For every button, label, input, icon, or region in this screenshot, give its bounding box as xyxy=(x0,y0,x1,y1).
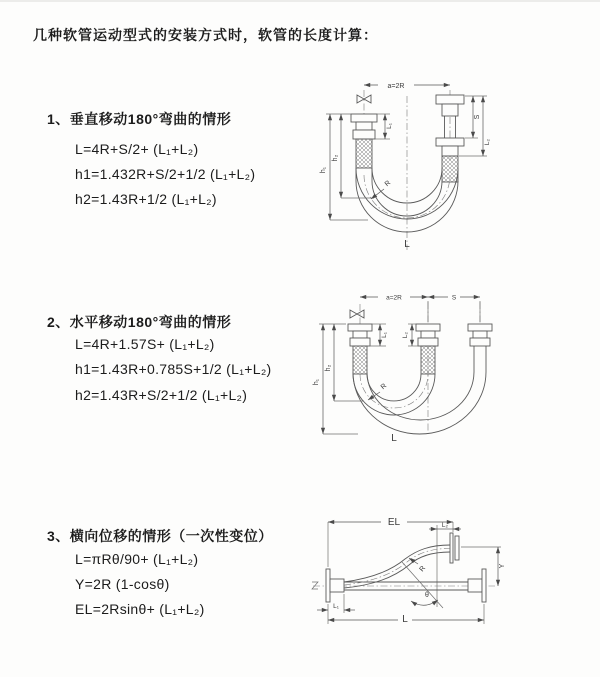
dim-label-l1: L₁ xyxy=(381,332,388,338)
dim-label-l2: L₂ xyxy=(402,331,409,339)
length-label: L xyxy=(404,239,410,250)
radius-label: R xyxy=(383,179,393,189)
radius-label: R xyxy=(418,564,428,574)
upper-flange xyxy=(450,533,459,563)
dim-label-l2: L₂ xyxy=(484,138,491,146)
dimension-l1 xyxy=(317,594,355,613)
dimension-s xyxy=(465,96,487,138)
section2-heading: 2、水平移动180°弯曲的情形 xyxy=(47,314,232,330)
dim-label-s: S xyxy=(451,294,457,302)
dim-label-l: L xyxy=(402,614,408,625)
section2-formula-h1: h1=1.43R+0.785S+1/2 (L₁+L₂) xyxy=(75,361,272,377)
dimension-el xyxy=(328,516,453,567)
dim-label-h2: h₂ xyxy=(325,364,332,372)
diagram-vertical-180-bend xyxy=(310,68,550,266)
section1-formula-L: L=4R+S/2+ (L₁+L₂) xyxy=(75,141,199,157)
section3-formula-L: L=πRθ/90+ (L₁+L₂) xyxy=(75,551,199,567)
section1-formula-h1: h1=1.432R+S/2+1/2 (L₁+L₂) xyxy=(75,166,256,182)
length-label: L xyxy=(391,433,397,444)
right-flange xyxy=(468,569,486,602)
right-pipe-fitting xyxy=(436,95,464,182)
dim-label-el: EL xyxy=(387,517,401,528)
dim-label-l2: L₂ xyxy=(441,522,449,529)
dim-label-h1: h₁ xyxy=(313,378,320,386)
dimension-l1 xyxy=(375,114,393,139)
section3-heading: 3、横向位移的情形（一次性变位） xyxy=(47,528,273,544)
middle-pipe-fitting xyxy=(416,324,440,374)
section2-formula-h2: h2=1.43R+S/2+1/2 (L₁+L₂) xyxy=(75,387,248,403)
left-flange xyxy=(326,569,344,602)
left-pipe-fitting xyxy=(348,324,372,374)
dim-label-h1: h₁ xyxy=(320,166,327,174)
section1-formula-h2: h2=1.43R+1/2 (L₁+L₂) xyxy=(75,191,217,207)
dimension-l2 xyxy=(459,96,491,156)
braided-hose-section xyxy=(356,139,372,168)
radius-callout xyxy=(409,558,427,573)
right-pipe-fitting xyxy=(468,324,492,372)
dim-label-a2r: a=2R xyxy=(387,83,405,90)
braided-hose-section xyxy=(421,346,435,374)
left-pipe-fitting xyxy=(351,114,377,181)
angle-label: θ xyxy=(425,592,429,599)
dim-label-s: S xyxy=(474,114,481,120)
section2-formula-L: L=4R+1.57S+ (L₁+L₂) xyxy=(75,336,215,352)
dimension-a2r xyxy=(364,80,450,90)
dim-label-l1: L₁ xyxy=(333,603,339,610)
diagram-lateral-displacement xyxy=(303,505,593,640)
hose-s-curve xyxy=(344,545,450,588)
dim-label-l1: L₁ xyxy=(386,123,393,129)
braided-hose-section xyxy=(353,346,367,374)
dim-label-a2r: a=2R xyxy=(386,294,402,302)
section3-formula-EL: EL=2Rsinθ+ (L₁+L₂) xyxy=(75,601,205,617)
dimension-l xyxy=(328,604,484,625)
section1-heading: 1、垂直移动180°弯曲的情形 xyxy=(47,111,232,127)
page-title: 几种软管运动型式的安装方式时，软管的长度计算： xyxy=(33,27,378,43)
section3-formula-Y: Y=2R (1-cosθ) xyxy=(75,576,170,592)
hose-u-curves xyxy=(353,372,486,434)
radius-callout xyxy=(371,180,392,199)
dimension-s xyxy=(428,293,480,302)
valve-icon xyxy=(350,310,364,318)
dimension-l2 xyxy=(429,522,461,607)
diagram-horizontal-180-bend xyxy=(312,284,562,452)
dim-label-h2: h₂ xyxy=(332,154,339,162)
radius-label: R xyxy=(379,382,389,392)
dim-label-y: Y xyxy=(499,563,506,569)
centerline-break-mark xyxy=(312,582,318,589)
